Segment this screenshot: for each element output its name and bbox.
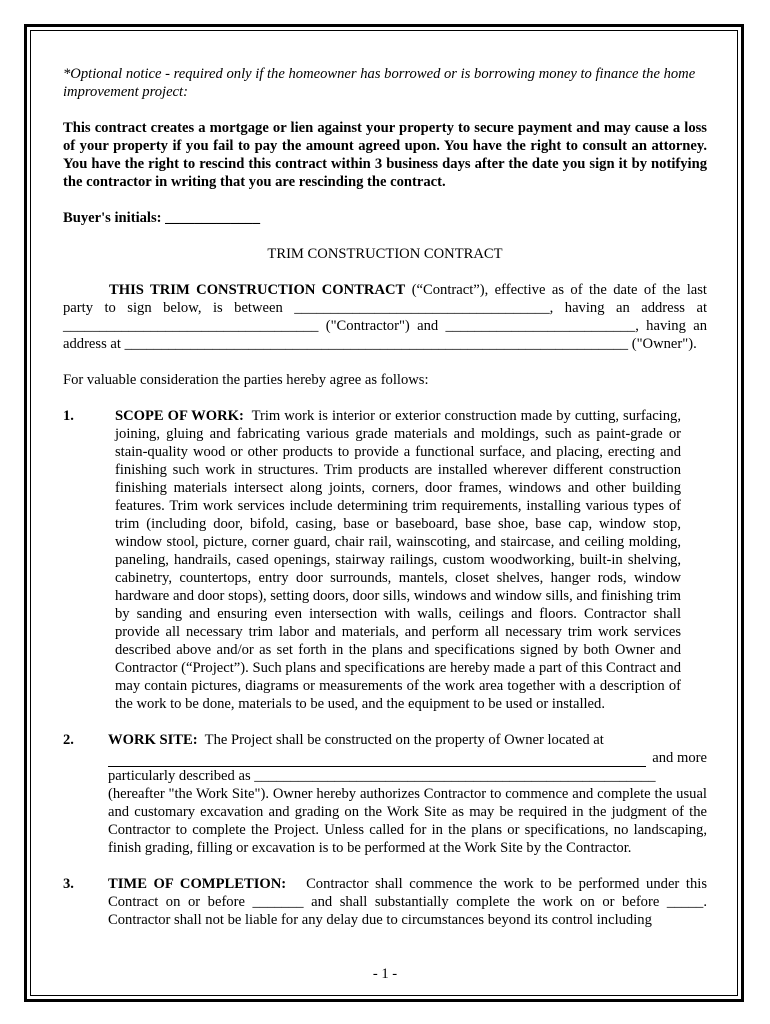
section-body: Trim work is interior or exterior construction made by cutting, surfacing, joining, gluing and fabricating various grade materials and moldings, such as paint-grade or stain-quality wood or other products to provide a functional surface, and placing, erecting and finishing such work in structures. Trim products are installed wherever different construction finishing materials intersect along joints, corners, door frames, windows and other building features. Trim work services include determining trim requirements, installing various types of trim (including door, bifold, casing, base or baseboard, base shoe, base cap, window stop, window stool, picture, corner guard, chair rail, wainscoting, and staircase, and ceiling molding, paneling, handrails, cased openings, stairway railings, custom woodworking, built-in shelving, cabinetry, countertops, entry door surrounds, mantels, closet shelves, hanger rods, window hardware and door stops), setting doors, door sills, windows and window sills, and finishing trim by sanding and ensuring even intersection with walls, ceilings and floors. Contractor shall provide all necessary trim labor and materials, and perform all necessary trim work services described above and/or as set forth in the plans and specifications signed by both Owner and Contractor (“Project”). Such plans and specifications are hereby made a part of this Contract and may contain pictures, diagrams or measurements of the work area together with a description of the work to be done, materials to be used, and the equipment to be used or installed. bbox=[115, 408, 681, 712]
section-heading: SCOPE OF WORK: bbox=[115, 408, 244, 424]
section-work-site bbox=[63, 731, 707, 857]
work-site-address-line bbox=[108, 749, 707, 767]
buyer-initials: Buyer's initials: _____________ bbox=[63, 210, 261, 226]
section-body: Contractor shall commence the work to be performed under this Contract on or before _______ and shall substantially complete the work on or before _____. Contractor shall not be liable for any delay due to circumstances beyond its control including bbox=[108, 876, 708, 928]
intro-lead: THIS TRIM CONSTRUCTION CONTRACT bbox=[109, 282, 406, 298]
section-number: 1. bbox=[63, 408, 74, 424]
intro-paragraph bbox=[63, 281, 707, 353]
intro-text: (“Contract”), effective as of the date of the last party to sign below, is between ___________________________________, having an address at ___________________________________ ("Contractor") and __________________________, having an address at _____________________________________________________________________ ("Owner"). bbox=[63, 282, 707, 352]
document-page bbox=[63, 65, 707, 929]
section-line: particularly described as _______________________________________________________ bbox=[108, 768, 656, 784]
section-time-of-completion bbox=[63, 875, 707, 929]
lien-warning: This contract creates a mortgage or lien against your property to secure payment and may cause a loss of your property if you fail to pay the amount agreed upon. You have the right to consult an attorney. You have the right to rescind this contract within 3 business days after the date you sign it by notifying the contractor in writing that you are rescinding the contract. bbox=[63, 120, 707, 190]
section-heading: TIME OF COMPLETION: bbox=[108, 876, 287, 892]
section-line-tail: and more bbox=[652, 750, 707, 766]
section-number: 2. bbox=[63, 732, 74, 748]
contract-title: TRIM CONSTRUCTION CONTRACT bbox=[267, 246, 503, 262]
section-heading: WORK SITE: bbox=[108, 732, 198, 748]
section-number: 3. bbox=[63, 876, 74, 892]
page-number: - 1 - bbox=[372, 966, 398, 982]
section-scope-of-work bbox=[63, 407, 707, 713]
section-line: The Project shall be constructed on the property of Owner located at bbox=[204, 732, 604, 748]
address-blank bbox=[108, 752, 646, 767]
optional-notice: *Optional notice - required only if the homeowner has borrowed or is borrowing money to finance the home improvement project: bbox=[63, 66, 696, 100]
section-body: (hereafter "the Work Site"). Owner hereby authorizes Contractor to commence and complete the usual and customary excavation and grading on the Work Site as may be required in the judgment of the Contractor to complete the Project. Unless called for in the plans or specifications, no landscaping, finish grading, filling or excavation is to be performed at the Work Site by the Contractor. bbox=[108, 786, 707, 856]
consideration-clause: For valuable consideration the parties hereby agree as follows: bbox=[63, 372, 429, 388]
